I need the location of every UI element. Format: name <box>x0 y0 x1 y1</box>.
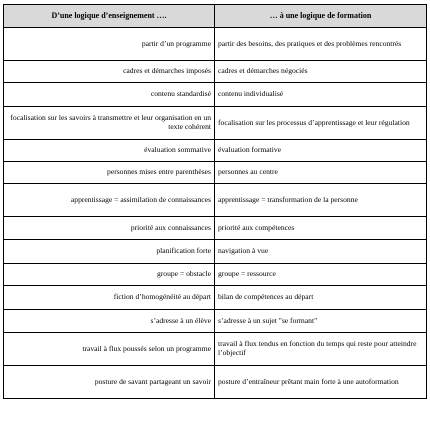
training-cell: travail à flux tendus en fonction du temps qui reste pour atteindre l’objectif <box>215 333 427 366</box>
training-cell: priorité aux compétences <box>215 217 427 240</box>
table-row <box>4 162 427 184</box>
teaching-cell: groupe = obstacle <box>4 264 215 286</box>
teaching-cell: personnes mises entre parenthèses <box>4 162 215 184</box>
teaching-cell: posture de savant partageant un savoir <box>4 366 215 399</box>
table-row <box>4 240 427 264</box>
table-row <box>4 107 427 140</box>
training-cell: focalisation sur les processus d’apprentissage et leur régulation <box>215 107 427 140</box>
training-cell: partir des besoins, des pratiques et des problèmes rencontrés <box>215 28 427 61</box>
training-cell: navigation à vue <box>215 240 427 264</box>
table-header-row <box>4 5 427 28</box>
training-cell: contenu individualisé <box>215 83 427 107</box>
header-training-logic: … à une logique de formation <box>215 5 427 28</box>
table-row <box>4 310 427 333</box>
comparison-table <box>3 4 427 399</box>
training-cell: évaluation formative <box>215 140 427 162</box>
table-row <box>4 366 427 399</box>
table-row <box>4 286 427 310</box>
teaching-cell: s’adresse à un élève <box>4 310 215 333</box>
teaching-cell: évaluation sommative <box>4 140 215 162</box>
teaching-cell: fiction d’homogénéité au départ <box>4 286 215 310</box>
table-row <box>4 333 427 366</box>
table-row <box>4 184 427 217</box>
teaching-cell: contenu standardisé <box>4 83 215 107</box>
table-row <box>4 264 427 286</box>
comparison-table-container <box>3 4 426 399</box>
training-cell: apprentissage = transformation de la personne <box>215 184 427 217</box>
training-cell: bilan de compétences au départ <box>215 286 427 310</box>
table-row <box>4 217 427 240</box>
teaching-cell: cadres et démarches imposés <box>4 61 215 83</box>
table-row <box>4 83 427 107</box>
training-cell: posture d’entraîneur prêtant main forte à une autoformation <box>215 366 427 399</box>
training-cell: groupe = ressource <box>215 264 427 286</box>
table-row <box>4 28 427 61</box>
table-row <box>4 61 427 83</box>
table-row <box>4 140 427 162</box>
teaching-cell: travail à flux poussés selon un programme <box>4 333 215 366</box>
training-cell: personnes au centre <box>215 162 427 184</box>
teaching-cell: priorité aux connaissances <box>4 217 215 240</box>
teaching-cell: partir d’un programme <box>4 28 215 61</box>
training-cell: s’adresse à un sujet "se formant" <box>215 310 427 333</box>
teaching-cell: apprentissage = assimilation de connaissances <box>4 184 215 217</box>
teaching-cell: focalisation sur les savoirs à transmettre et leur organisation en un texte cohérent <box>4 107 215 140</box>
teaching-cell: planification forte <box>4 240 215 264</box>
header-teaching-logic: D’une logique d’enseignement …. <box>4 5 215 28</box>
training-cell: cadres et démarches négociés <box>215 61 427 83</box>
